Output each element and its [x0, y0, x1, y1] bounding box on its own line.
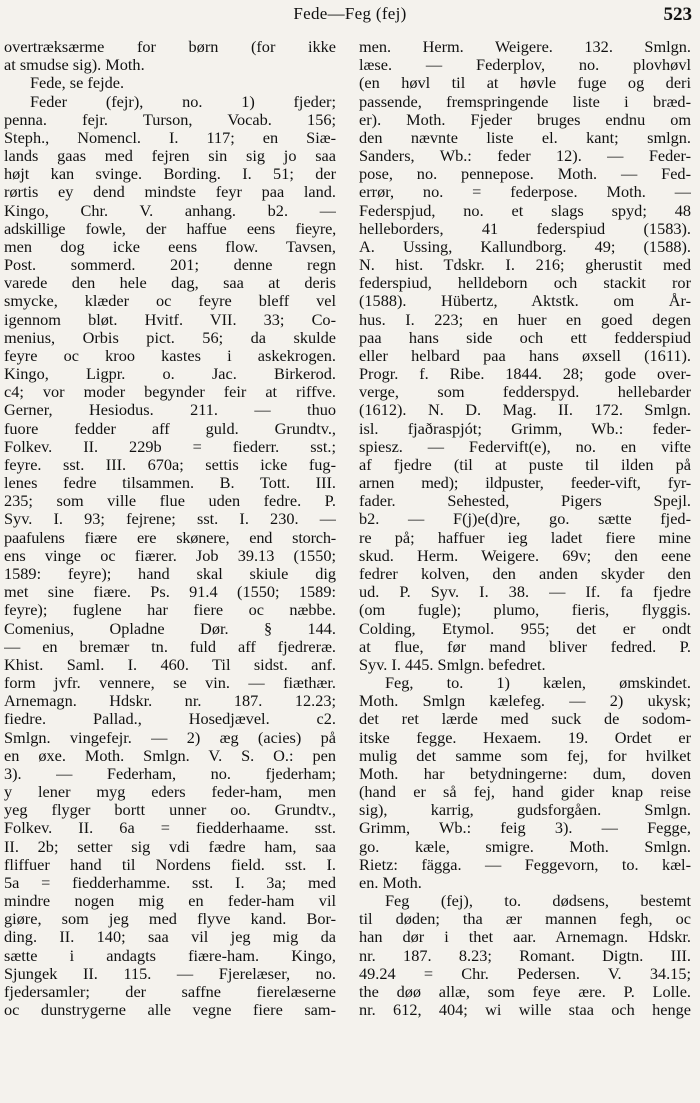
text-line: spiesz. — Federvift(e), no. en vifte [359, 437, 691, 456]
text-line: hus. I. 223; en huer en goed degen [359, 310, 691, 329]
text-line: fliffuer hand til Nordens field. sst. I. [4, 855, 336, 874]
text-line: lands gaas med fejren sin sig jo saa [4, 147, 336, 166]
text-line: ding. II. 140; saa vil jeg mig da [4, 928, 336, 947]
text-line: re på; haffuer ieg ladet fiere mine [359, 528, 691, 547]
text-line: errør, no. = federpose. Moth. — [359, 183, 691, 202]
text-line: menius, Orbis pict. 56; da skulde [4, 328, 336, 347]
left-column [4, 38, 336, 1019]
text-line: overtræksærme for børn (for ikke [4, 38, 336, 56]
text-line: (1612). N. D. Mag. II. 172. Smlgn. [359, 401, 691, 420]
text-line: fiedre. Pallad., Hosedjævel. c2. [4, 710, 336, 729]
text-line: 1589: feyre); hand skal skiule dig [4, 564, 336, 583]
page-number: 523 [663, 4, 692, 25]
text-line: det ret lærde med suck de sodom- [359, 710, 691, 729]
running-head: Fede—Feg (fej) [293, 4, 407, 23]
page-header [0, 4, 700, 30]
text-line: Arnemagn. Hdskr. nr. 187. 12.23; [4, 692, 336, 711]
text-line: y lener myg eders feder-ham, men [4, 783, 336, 802]
text-line: 235; som ville flue uden fedre. P. [4, 492, 336, 511]
text-line: adskillige fowle, der haffue eens fieyre, [4, 219, 336, 238]
text-line: (1588). Hübertz, Aktstk. om År- [359, 292, 691, 311]
text-line: met sine fiære. Ps. 91.4 (1550; 1589: [4, 583, 336, 602]
text-line: Feder (fejr), no. 1) fjeder; [30, 92, 336, 111]
text-line: en øxe. Moth. Smlgn. V. S. O.: pen [4, 746, 336, 765]
text-line: fuore fedder aff guld. Grundtv., [4, 419, 336, 438]
text-line: Progr. f. Ribe. 1844. 28; gode over- [359, 365, 691, 384]
text-line: (om fugle); plumo, fieris, flyggis. [359, 601, 691, 620]
text-line: Syv. I. 93; fejrene; sst. I. 230. — [4, 510, 336, 529]
text-line: Fede, se fejde. [30, 74, 125, 93]
text-line: eller helbard paa hans øxsell (1611). [359, 346, 691, 365]
text-line: Moth. Smlgn kælefeg. — 2) ukysk; [359, 692, 691, 711]
text-line: (en høvl til at høvle fuge og deri [359, 74, 691, 93]
text-line: læse. — Federplov, no. plovhøvl [359, 56, 691, 75]
text-line: Moth. har betydningerne: dum, doven [359, 764, 691, 783]
text-line: feyre); fuglene har fiere oc næbbe. [4, 601, 336, 620]
text-line: Sjungek II. 115. — Fjerelæser, no. [4, 964, 336, 983]
text-line: fader. Sehested, Pigers Spejl. [359, 492, 691, 511]
text-line: Post. sommerd. 201; denne regn [4, 256, 336, 275]
text-line: Kingo, Ligpr. o. Jac. Birkerod. [4, 365, 336, 384]
text-line: fjedersamler; der saffne fierelæserne [4, 982, 336, 1001]
text-line: ud. P. Syv. I. 38. — If. fa fjedre [359, 583, 691, 602]
text-line: arnen med); ildpuster, feeder-vift, fyr- [359, 474, 691, 493]
text-line: at smudse sig). Moth. [4, 56, 145, 75]
text-line: paafulens fiære ere skønere, end storch- [4, 528, 336, 547]
text-line: isl. fjaðraspjót; Grimm, Wb.: feder- [359, 419, 691, 438]
text-line: lenes fedre tilsammen. B. Tott. III. [4, 474, 336, 493]
text-line: the døø allæ, som feye ære. P. Lolle. [359, 982, 691, 1001]
text-line: til døden; tha ær mannen fegh, oc [359, 910, 691, 929]
text-line: Colding, Etymol. 955; det er ondt [359, 619, 691, 638]
text-line: 3). — Federham, no. fjederham; [4, 764, 336, 783]
text-line: ens vinge oc fiærer. Job 39.13 (1550; [4, 546, 336, 565]
text-line: form jvfr. vennere, se vin. — fiæthær. [4, 674, 336, 693]
text-line: 5a = fiedderhamme. sst. I. 3a; med [4, 873, 336, 892]
text-line: Sanders, Wb.: feder 12). — Feder- [359, 147, 691, 166]
text-line: II. 2b; setter sig vdi fædre ham, saa [4, 837, 336, 856]
text-line: nr. 187. 8.23; Romant. Digtn. III. [359, 946, 691, 965]
text-line: b2. — F(j)e(d)re, go. sætte fjed- [359, 510, 691, 529]
text-line: nr. 612, 404; wi wille staa och henge [359, 1001, 691, 1020]
text-line: helleborders, 41 federspiud (1583). [359, 219, 691, 238]
text-line: Comenius, Opladne Dør. § 144. [4, 619, 336, 638]
text-line: at flue, før mand bliver fedred. P. [359, 637, 691, 656]
text-line: rørtis ey dend mindste feyr paa land. [4, 183, 336, 202]
text-line: itske fegge. Hexaem. 19. Ordet er [359, 728, 691, 747]
text-line: yeg flyger bortt unner oo. Grundtv., [4, 801, 336, 820]
text-line: Smlgn. vingefejr. — 2) æg (acies) på [4, 728, 336, 747]
text-line: Kingo, Chr. V. anhang. b2. — [4, 201, 336, 220]
text-line: 49.24 = Chr. Pedersen. V. 34.15; [359, 964, 691, 983]
text-line: sig), karrig, gudsforgåen. Smlgn. [359, 801, 691, 820]
text-line: N. hist. Tdskr. I. 216; gherustit med [359, 256, 691, 275]
text-line: Folkev. II. 6a = fiedderhaame. sst. [4, 819, 336, 838]
text-line: igennom bløt. Hvitf. VII. 33; Co- [4, 310, 336, 329]
text-line: Rietz: fägga. — Feggevorn, to. kæl- [359, 855, 691, 874]
text-line: den nævnte liste el. kant; smlgn. [359, 128, 691, 147]
text-line: (hand er så fej, hand gider knap reise [359, 783, 691, 802]
text-line: skud. Herm. Weigere. 69v; den eene [359, 546, 691, 565]
right-column [359, 38, 691, 1019]
text-line: mulig det samme som fej, for hvilket [359, 746, 691, 765]
text-line: han dør i thet aar. Arnemagn. Hdskr. [359, 928, 691, 947]
text-line: Syv. I. 445. Smlgn. befedret. [359, 655, 546, 674]
text-line: af fjedre (til at puste til ilden på [359, 455, 691, 474]
text-line: A. Ussing, Kallundborg. 49; (1588). [359, 237, 691, 256]
text-line: feyre oc kroo kastes i askekrogen. [4, 346, 336, 365]
text-line: go. kæle, smigre. Moth. Smlgn. [359, 837, 691, 856]
text-line: oc dunstrygerne alle vegne fiere sam- [4, 1001, 336, 1020]
text-line: men dog icke eens flow. Tavsen, [4, 237, 336, 256]
text-line: Federspjud, no. et slags spyd; 48 [359, 201, 691, 220]
text-line: paa hans side och ett fedderspiud [359, 328, 691, 347]
text-line: passende, fremspringende liste i bræd- [359, 92, 691, 111]
text-line: giøre, som jeg med flyve kand. Bor- [4, 910, 336, 929]
text-line: er). Moth. Fjeder bruges endnu om [359, 110, 691, 129]
text-line: Khist. Saml. I. 460. Til sidst. anf. [4, 655, 336, 674]
text-line: Feg, to. 1) kælen, ømskindet. [385, 674, 691, 693]
text-line: Grimm, Wb.: feig 3). — Fegge, [359, 819, 691, 838]
text-line: penna. fejr. Turson, Vocab. 156; [4, 110, 336, 129]
text-line: højt kan svinge. Bording. I. 51; der [4, 165, 336, 184]
text-line: mindre nogen mig en feder-ham vil [4, 892, 336, 911]
text-line: men. Herm. Weigere. 132. Smlgn. [359, 38, 691, 56]
text-line: c4; vor moder begynder feir at riffve. [4, 383, 336, 402]
text-line: verge, som fedderspyd. hellebarder [359, 383, 691, 402]
text-line: en. Moth. [359, 873, 422, 892]
text-line: Gerner, Hesiodus. 211. — thuo [4, 401, 336, 420]
text-line: Feg (fej), to. dødsens, bestemt [385, 892, 691, 911]
text-line: — en bremær tn. fuld aff fjedreræ. [4, 637, 336, 656]
text-line: Folkev. II. 229b = fiederr. sst.; [4, 437, 336, 456]
text-line: varede den hele dag, saa at deris [4, 274, 336, 293]
text-line: Steph., Nomencl. I. 117; en Siæ- [4, 128, 336, 147]
text-line: federspiud, helldeborn och stackit ror [359, 274, 691, 293]
text-line: pose, no. pennepose. Moth. — Fed- [359, 165, 691, 184]
text-line: smycke, klæder oc feyre bleff vel [4, 292, 336, 311]
text-line: feyre. sst. III. 670a; settis icke fug- [4, 455, 336, 474]
text-line: sætte i andagts fiære-ham. Kingo, [4, 946, 336, 965]
text-line: fedrer kolven, den anden skyder den [359, 564, 691, 583]
